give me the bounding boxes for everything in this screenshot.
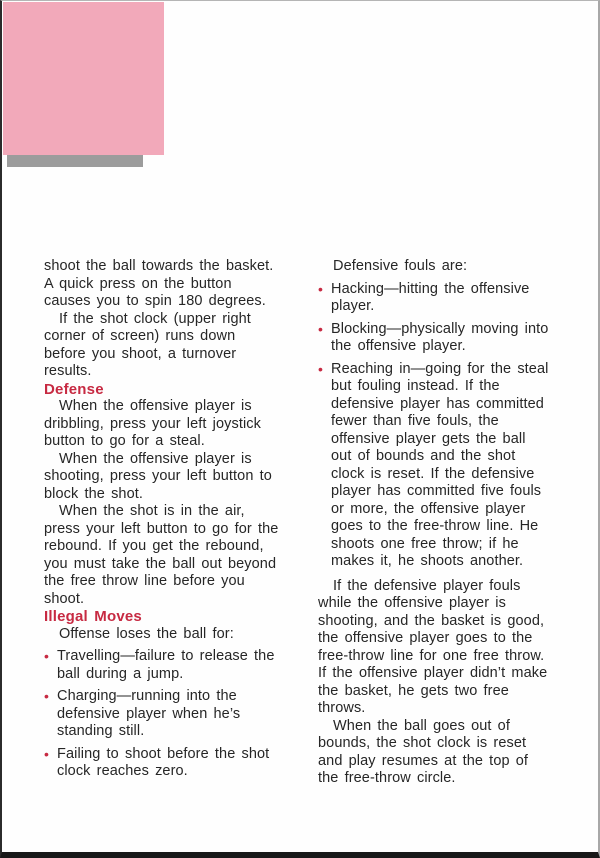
list-item-text: Reaching in—going for the steal but fouling instead. If the defensive player has committed fewer than five fouls, the offensive player gets the ball out of bounds and the shot clock is reset. If the defensive player has committed five fouls or more, the offensive player goes to the free-throw line. He shoots one free throw; if he makes it, he shoots another.: [331, 360, 549, 569]
illegal-moves-heading: Illegal Moves: [44, 608, 142, 625]
defense-paragraph: When the offensive player is dribbling, press your left joystick button to go for a steal.: [44, 398, 261, 449]
bullet-icon: [44, 746, 57, 781]
defense-heading: Defense: [44, 380, 104, 398]
bullet-icon: [318, 321, 331, 356]
out-of-bounds-paragraph: When the ball goes out of bounds, the shot clock is reset and play resumes at the top of the free-throw circle.: [318, 717, 529, 786]
fouls-paragraph: If the defensive player fouls while the offensive player is shooting, and the basket is good, the offensive player goes to the free-throw line for one free throw. If the offensive player didn’t make the basket, he gets two free throws.: [318, 577, 548, 716]
list-item: [318, 361, 552, 571]
list-item-text: Travelling—failure to release the ball during a jump.: [57, 648, 275, 682]
defense-paragraph: When the shot is in the air, press your left button to go for the rebound. If you get the rebound, you must take the ball out beyond the free throw line before you shoot.: [44, 503, 279, 607]
list-item-text: Failing to shoot before the shot clock reaches zero.: [57, 745, 270, 779]
intro-paragraph: If the shot clock (upper right corner of screen) runs down before you shoot, a turnover results.: [44, 310, 251, 379]
list-item: [318, 281, 552, 316]
intro-paragraph: shoot the ball towards the basket. A quick press on the button causes you to spin 180 degrees.: [44, 258, 274, 309]
list-item-text: Charging—running into the defensive player when he’s standing still.: [57, 688, 241, 739]
bullet-icon: [44, 648, 57, 683]
bullet-icon: [318, 281, 331, 316]
bullet-icon: [44, 688, 57, 741]
list-item-text: Blocking—physically moving into the offensive player.: [331, 320, 549, 354]
list-item: [44, 648, 281, 683]
list-item-text: Hacking—hitting the offensive player.: [331, 280, 530, 314]
bullet-icon: [318, 361, 331, 571]
defense-paragraph: When the offensive player is shooting, press your left button to block the shot.: [44, 450, 272, 502]
illegal-moves-lead: Offense loses the ball for:: [59, 625, 234, 642]
left-column: [44, 258, 281, 781]
defensive-fouls-lead: Defensive fouls are:: [333, 258, 468, 274]
pink-block-shadow: [7, 155, 143, 167]
list-item: [44, 688, 281, 741]
pink-decoration-block: [3, 2, 164, 155]
list-item: [318, 321, 552, 356]
right-column: [318, 258, 552, 788]
list-item: [44, 746, 281, 781]
